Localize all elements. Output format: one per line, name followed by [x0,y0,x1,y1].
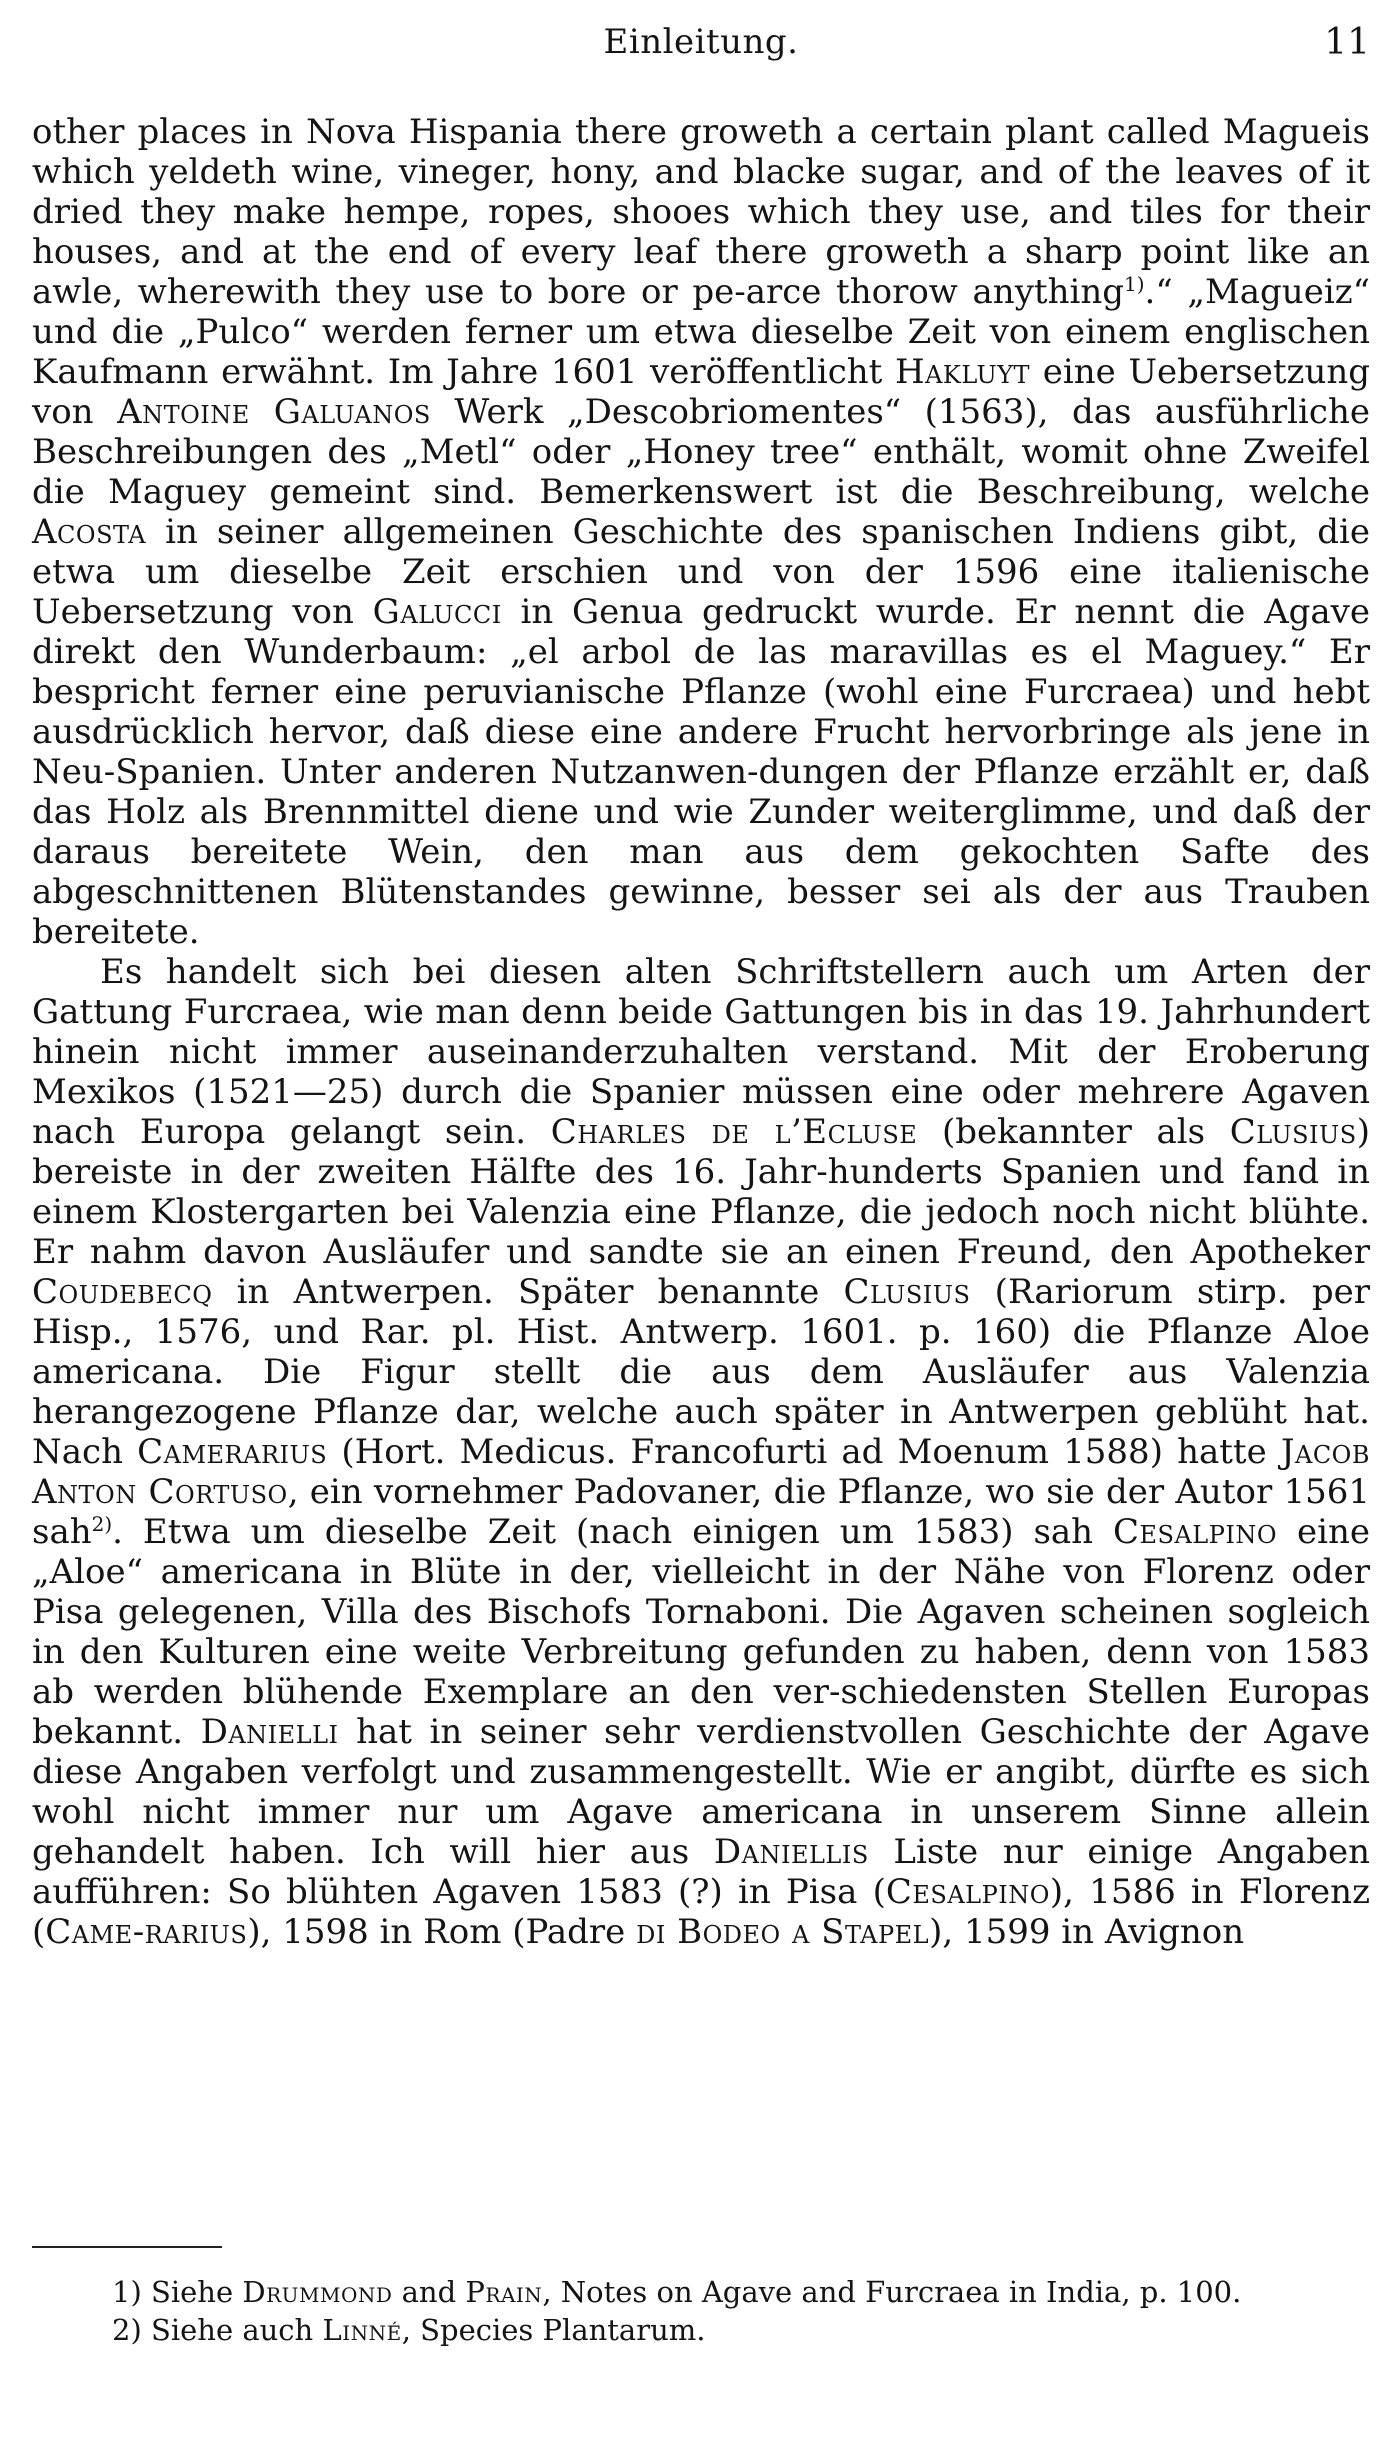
author-name: Daniellis [713,1832,869,1872]
author-name: Danielli [200,1712,339,1752]
author-name: Cesalpino [885,1872,1050,1912]
text-run: hat in seiner sehr verdienstvollen Geschichte der Agave diese Angaben verfolgt und zusammengestellt. Wie er angibt, dürfte es sich wohl nicht immer nur um Agave americana in unserem Sinne allein gehandelt haben. Ich will hier aus [32,1712,1370,1872]
text-run: (Rariorum stirp. per Hisp., 1576, und Rar. pl. Hist. Antwerp. 1601. p. 160) die Pflanze Aloe americana. Die Figur stellt die aus dem Ausläufer aus Valenzia herangezogene Pflanze dar, welche auch später in Antwerpen geblüht hat. Nach [32,1272,1370,1472]
page-header [32,22,1370,78]
footnote-ref-1: 1) [1124,272,1145,296]
paragraph-1 [32,112,1370,952]
author-name: Jacob Anton Cortuso [32,1432,1370,1512]
text-run: in Genua gedruckt wurde. Er nennt die Agave direkt den Wunderbaum: „el arbol de las maravillas es el Maguey.“ Er bespricht ferner eine peruvianische Pflanze (wohl eine Furcraea) und hebt ausdrücklich hervor, daß diese eine andere Frucht hervorbringe als jene in Neu-Spanien. Unter anderen Nutzanwen-dungen der Pflanze erzählt er, daß das Holz als Brennmittel diene und wie Zunder weiterglimme, und daß der daraus bereitete Wein, den man aus dem gekochten Safte des abgeschnittenen Blütenstandes gewinne, besser sei als der aus Trauben bereitete. [32,592,1370,952]
text-run: , Species Plantarum. [401,2313,706,2347]
text-run: in seiner allgemeinen Geschichte des spanischen Indiens gibt, die etwa um dieselbe Zeit erschien und von der 1596 eine italienische Uebersetzung von [32,512,1370,632]
text-run: ) bereiste in der zweiten Hälfte des 16. Jahr-hunderts Spanien und fand in einem Klostergarten bei Valenzia eine Pflanze, die jedoch noch nicht blühte. Er nahm davon Ausläufer und sandte sie an einen Freund, den Apotheker [32,1112,1370,1272]
author-name: Coudebecq [32,1272,213,1312]
text-run: Werk „Descobriomentes“ (1563), das ausführliche Beschreibungen des „Metl“ oder „Honey tree“ enthält, womit ohne Zweifel die Maguey gemeint sind. Bemerkenswert ist die Beschreibung, welche [32,392,1370,512]
footnote-divider [32,2246,222,2248]
body-text [32,112,1370,1952]
footnote-1 [32,2276,1370,2308]
text-run: and [392,2275,466,2309]
footnotes [32,2276,1370,2352]
text-run: eine Uebersetzung von [32,352,1370,432]
text-run: ), 1598 in Rom (Padre [247,1912,637,1952]
author-name: Cesalpino [1113,1512,1278,1552]
page-number: 11 [1324,22,1370,63]
text-run: .“ „Magueiz“ und die „Pulco“ werden ferner um etwa dieselbe Zeit von einem englischen Kaufmann erwähnt. Im Jahre 1601 veröffentlicht [32,272,1370,392]
footnote-ref-2: 2) [91,1512,113,1536]
text-run: eine „Aloe“ americana in Blüte in der, vielleicht in der Nähe von Florenz oder Pisa gelegenen, Villa des Bischofs Tornaboni. Die Agaven scheinen sogleich in den Kulturen eine weite Verbreitung gefunden zu haben, denn von 1583 ab werden blühende Exemplare an den ver-schiedensten Stellen Europas bekannt. [32,1512,1370,1752]
author-name: di Bodeo a Stapel [636,1912,930,1952]
text-run: . Etwa um dieselbe Zeit (nach einigen um 1583) sah [112,1512,1113,1552]
text-run: , ein vornehmer Padovaner, die Pflanze, wo sie der Autor 1561 sah [32,1472,1370,1552]
text-run: ), 1599 in Avignon [929,1912,1245,1952]
author-name: Charles de l’Ecluse [550,1112,918,1152]
text-run: Es handelt sich bei diesen alten Schriftstellern auch um Arten der Gattung Furcraea, wie man denn beide Gattungen bis in das 19. Jahrhundert hinein nicht immer auseinanderzuhalten verstand. Mit der Eroberung Mexikos (1521—25) durch die Spanier müssen eine oder mehrere Agaven nach Europa gelangt sein. [32,952,1370,1152]
author-name: Antoine Galuanos [117,392,431,432]
author-name: Acosta [32,512,147,552]
text-run: Liste nur einige Angaben aufführen: So blühten Agaven 1583 (?) in Pisa ( [32,1832,1371,1912]
author-name: Hakluyt [894,352,1031,392]
text-run: (Hort. Medicus. Francofurti ad Moenum 1588) hatte [327,1432,1281,1472]
author-name: Linné [322,2313,402,2347]
author-name: Clusius [843,1272,971,1312]
text-run: 2) Siehe auch [112,2313,323,2347]
author-name: Came-rarius [45,1912,248,1952]
text-run: in Antwerpen. Später benannte [212,1272,844,1312]
text-run: other places in Nova Hispania there groweth a certain plant called Magueis which yeldeth wine, vineger, hony, and blacke sugar, and of the leaves of it dried they make hempe, ropes, shooes which they use, and tiles for their houses, and at the end of every leaf there groweth a sharp point like an awle, wherewith they use to bore or pe-arce thorow anything [32,112,1370,312]
author-name: Prain [465,2275,543,2309]
text-run: ), 1586 in Florenz ( [32,1872,1370,1952]
running-head: Einleitung. [603,22,799,62]
author-name: Camerarius [137,1432,328,1472]
author-name: Drummond [242,2275,393,2309]
text-run: 1) Siehe [112,2275,243,2309]
text-run: (bekannter als [917,1112,1230,1152]
footnote-2 [32,2314,1370,2346]
author-name: Galucci [372,592,502,632]
text-run: , Notes on Agave and Furcraea in India, p. 100. [542,2275,1242,2309]
paragraph-2 [32,952,1370,1952]
author-name: Clusius [1229,1112,1357,1152]
